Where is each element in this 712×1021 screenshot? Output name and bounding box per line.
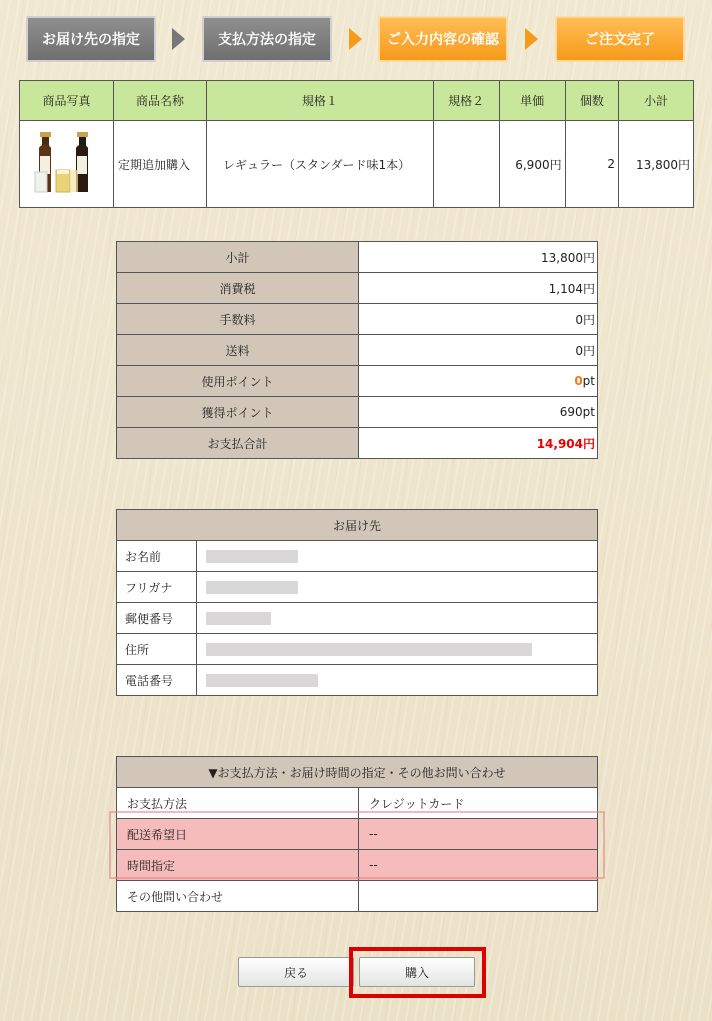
table-row xyxy=(117,819,598,850)
product-subtotal: 13,800円 xyxy=(619,121,694,208)
table-row xyxy=(117,788,598,819)
used-points-number: 0 xyxy=(574,374,583,388)
address-value-zip xyxy=(197,603,598,634)
delivery-time-value: -- xyxy=(359,850,598,881)
col-unit-price: 単価 xyxy=(499,81,565,121)
table-row xyxy=(117,572,598,603)
step-arrow-icon xyxy=(525,28,538,50)
step-confirm: ご入力内容の確認 xyxy=(378,16,508,62)
summary-total-value: 14,904円 xyxy=(359,428,598,459)
address-table-title: お届け先 xyxy=(117,510,598,541)
delivery-date-label: 配送希望日 xyxy=(117,819,359,850)
step-payment: 支払方法の指定 xyxy=(202,16,332,62)
product-qty: 2 xyxy=(565,121,618,208)
col-spec2: 規格２ xyxy=(433,81,499,121)
redacted-block xyxy=(206,643,532,656)
table-row xyxy=(117,541,598,572)
redacted-block xyxy=(206,550,298,563)
table-row xyxy=(117,850,598,881)
payment-delivery-table xyxy=(116,756,598,912)
summary-row-shipping xyxy=(117,335,598,366)
step-arrow-icon xyxy=(349,28,362,50)
col-qty: 個数 xyxy=(565,81,618,121)
summary-row-fee xyxy=(117,304,598,335)
col-photo: 商品写真 xyxy=(20,81,114,121)
summary-row-earned-points xyxy=(117,397,598,428)
address-label-phone: 電話番号 xyxy=(117,665,197,696)
summary-value: 13,800円 xyxy=(359,242,598,273)
product-bottles-image xyxy=(34,126,100,200)
payment-table-title: ▼お支払方法・お届け時間の指定・その他お問い合わせ xyxy=(117,757,598,788)
redacted-block xyxy=(206,674,318,687)
address-label-name: お名前 xyxy=(117,541,197,572)
table-row xyxy=(20,121,694,208)
other-inquiry-value xyxy=(359,881,598,912)
table-row xyxy=(117,603,598,634)
col-name: 商品名称 xyxy=(114,81,207,121)
summary-label: 使用ポイント xyxy=(117,366,359,397)
summary-label: 小計 xyxy=(117,242,359,273)
other-inquiry-label: その他問い合わせ xyxy=(117,881,359,912)
delivery-address-table xyxy=(116,509,598,696)
summary-label: 消費税 xyxy=(117,273,359,304)
address-label-kana: フリガナ xyxy=(117,572,197,603)
address-value-kana xyxy=(197,572,598,603)
product-table xyxy=(19,80,694,208)
table-row xyxy=(117,665,598,696)
summary-row-used-points xyxy=(117,366,598,397)
back-button[interactable]: 戻る xyxy=(238,957,354,987)
checkout-steps xyxy=(26,16,686,64)
step-delivery: お届け先の指定 xyxy=(26,16,156,62)
summary-value xyxy=(359,366,598,397)
product-spec2 xyxy=(433,121,499,208)
delivery-date-value: -- xyxy=(359,819,598,850)
summary-row-subtotal xyxy=(117,242,598,273)
table-row xyxy=(117,881,598,912)
summary-label: 獲得ポイント xyxy=(117,397,359,428)
address-label-address: 住所 xyxy=(117,634,197,665)
summary-label: お支払合計 xyxy=(117,428,359,459)
address-value-name xyxy=(197,541,598,572)
summary-label: 送料 xyxy=(117,335,359,366)
summary-row-tax xyxy=(117,273,598,304)
summary-value: 0円 xyxy=(359,335,598,366)
address-label-zip: 郵便番号 xyxy=(117,603,197,634)
summary-value: 1,104円 xyxy=(359,273,598,304)
summary-value: 690pt xyxy=(359,397,598,428)
used-points-unit: pt xyxy=(582,374,595,388)
product-name: 定期追加購入 xyxy=(114,121,207,208)
summary-value: 0円 xyxy=(359,304,598,335)
payment-method-value: クレジットカード xyxy=(359,788,598,819)
product-photo xyxy=(20,121,114,208)
product-unit-price: 6,900円 xyxy=(499,121,565,208)
redacted-block xyxy=(206,581,298,594)
order-summary-table xyxy=(116,241,598,459)
redacted-block xyxy=(206,612,271,625)
address-value-phone xyxy=(197,665,598,696)
purchase-button[interactable]: 購入 xyxy=(359,957,475,987)
product-table-header xyxy=(20,81,694,121)
address-value-address xyxy=(197,634,598,665)
col-subtotal: 小計 xyxy=(619,81,694,121)
step-arrow-icon xyxy=(172,28,185,50)
table-row xyxy=(117,634,598,665)
payment-method-label: お支払方法 xyxy=(117,788,359,819)
product-spec1: レギュラー（スタンダード味1本） xyxy=(207,121,434,208)
delivery-time-label: 時間指定 xyxy=(117,850,359,881)
summary-row-total xyxy=(117,428,598,459)
step-complete: ご注文完了 xyxy=(555,16,685,62)
summary-label: 手数料 xyxy=(117,304,359,335)
col-spec1: 規格１ xyxy=(207,81,434,121)
